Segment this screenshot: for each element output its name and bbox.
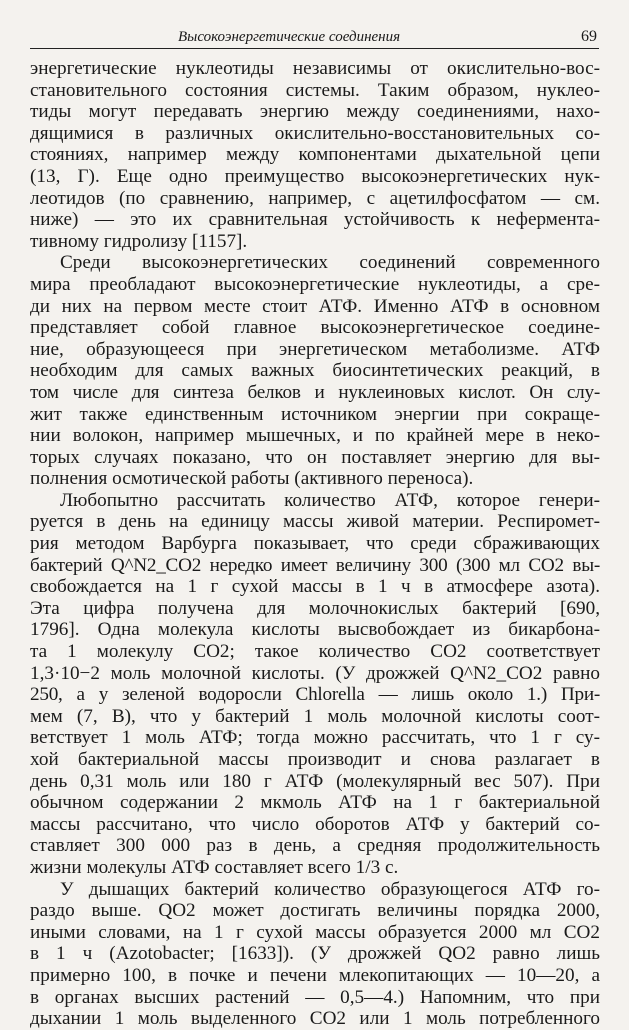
text-line: иными словами, на 1 г сухой массы образуется 2000 мл CO2 [30,921,600,943]
text-line: в органах высших растений — 0,5—4.) Напомним, что при [30,986,600,1008]
text-line: хой бактериальной массы производит и снова разлагает в [30,749,600,770]
text-line: Среди высокоэнергетических соединений современного [60,252,600,274]
text-line: обычном содержании 2 мкмоль АТФ на 1 г бактериальной [30,792,600,814]
text-line: рия методом Варбурга показывает, что среди сбраживающих [30,533,600,555]
text-line: дящимися в различных окислительно-восстановительных со- [30,122,600,144]
text-line: руется в день на единицу массы живой материи. Респиромет- [30,511,600,533]
text-line: том числе для синтеза белков и нуклеиновых кислот. Он слу- [30,381,600,403]
text-line: мира преобладают высокоэнергетические нуклеотиды, а сре- [30,273,600,295]
text-line: нии волокон, например мышечных, и по крайней мере в неко- [30,425,600,447]
text-line: свобождается на 1 г сухой массы в 1 ч в атмосфере азота). [30,576,600,598]
text-line: бактерий Q^N2_CO2 нередко имеет величину 300 (300 мл CO2 вы- [30,554,600,576]
text-line: полнения осмотической работы (активного переноса). [30,468,474,490]
text-line: жит также единственным источником энергии при сокраще- [30,403,600,425]
text-line: тивному гидролизу [1157]. [30,230,248,252]
page-number: 69 [581,28,597,45]
text-line: тиды могут передавать энергию между соединениями, нахо- [30,101,600,123]
text-line: мем (7, В), что у бактерий 1 моль молочной кислоты соот- [30,705,600,727]
text-line: день 0,31 моль или 180 г АТФ (молекулярный вес 507). При [30,770,600,792]
text-line: ставляет 300 000 раз в день, а средняя продолжительность [30,835,600,857]
text-line: в 1 ч (Azotobacter; [1633]). (У дрожжей QO2 равно лишь [30,943,600,965]
text-line: леотидов (по сравнению, например, с ацетилфосфатом — см. [30,187,600,209]
running-header-title: Высокоэнергетические соединения [178,29,401,45]
running-header [30,26,599,49]
text-line: становительного состояния системы. Таким образом, нуклео- [30,79,600,101]
text-line: раздо выше. QO2 может достигать величины порядка 2000, [30,900,600,922]
text-line: примерно 100, в почке и печени млекопитающих — 10—20, а [30,964,600,986]
text-line: Любопытно рассчитать количество АТФ, которое генери- [60,489,600,511]
text-line: У дышащих бактерий количество образующегося АТФ го- [60,878,600,900]
text-line: ди них на первом месте стоит АТФ. Именно АТФ в основном [30,295,600,317]
text-line: Эта цифра получена для молочнокислых бактерий [690, [30,597,600,619]
text-line: 1796]. Одна молекула кислоты высвобождает из бикарбона- [30,619,600,641]
text-line: торых случаях показано, что он поставляет энергию для вы- [30,446,600,468]
body-text [30,58,600,1030]
text-line: 250, а у зеленой водоросли Chlorella — лишь около 1.) При- [30,684,600,706]
text-line: дыхании 1 моль выделенного CO2 или 1 моль потребленного [30,1008,600,1030]
text-line: стояниях, например между компонентами дыхательной цепи [30,144,600,166]
text-line: ниже) — это их сравнительная устойчивость к неферментa- [30,209,600,231]
text-line: жизни молекулы АТФ составляет всего 1/3 с. [30,856,399,878]
text-line: представляет собой главное высокоэнергетическое соедине- [30,317,600,339]
text-line: 1,3·10−2 моль молочной кислоты. (У дрожжей Q^N2_CO2 равно [30,662,600,684]
text-line: та 1 молекулу CO2; такое количество CO2 соответствует [30,641,600,663]
text-line: (13, Г). Еще одно преимущество высокоэнергетических нук- [30,165,600,187]
text-line: ние, образующееся при энергетическом метаболизме. АТФ [30,338,600,360]
text-line: массы рассчитано, что число оборотов АТФ у бактерий со- [30,813,600,835]
text-line: энергетические нуклеотиды независимы от окислительно-вос- [30,58,600,79]
text-line: необходим для самых важных биосинтетических реакций, в [30,360,600,382]
text-line: ветствует 1 моль АТФ; тогда можно рассчитать, что 1 г су- [30,727,600,749]
